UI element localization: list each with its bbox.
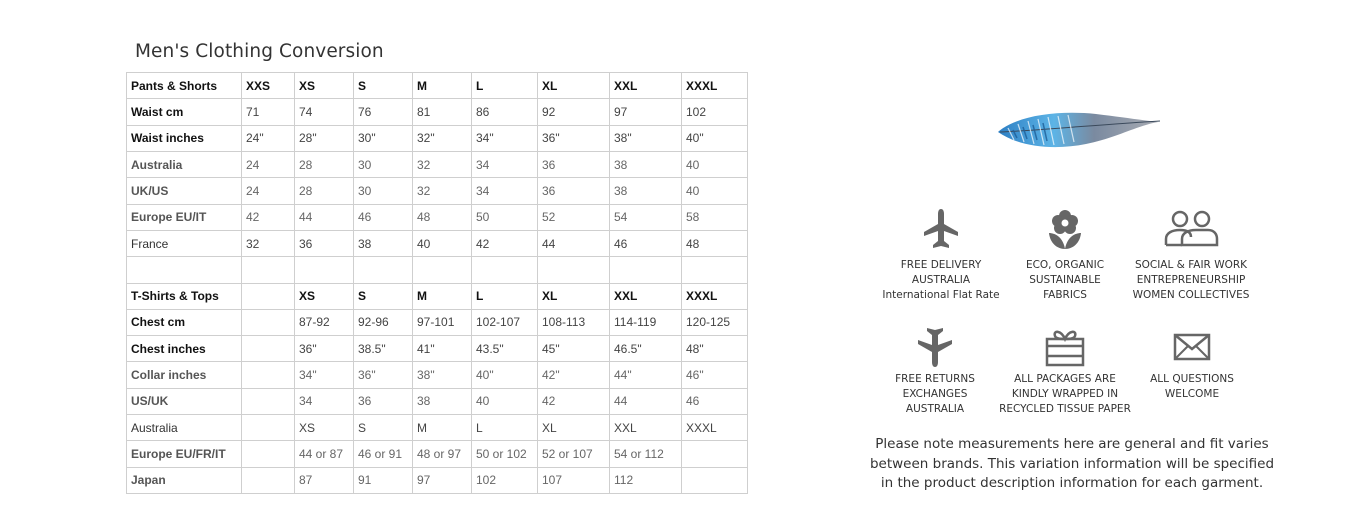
table-cell: 46 (682, 388, 748, 414)
size-conversion-table (126, 72, 748, 494)
size-header-cell: XS (295, 73, 354, 99)
gift-box-icon (1043, 325, 1087, 369)
table-cell: 102-107 (472, 309, 538, 335)
table-row (127, 73, 748, 99)
size-header-cell: M (413, 73, 472, 99)
table-cell: 91 (354, 467, 413, 493)
size-header-cell: XXS (242, 73, 295, 99)
table-cell: 46 or 91 (354, 441, 413, 467)
table-spacer-row (127, 257, 748, 283)
table-cell: 28" (295, 125, 354, 151)
table-cell: 52 or 107 (538, 441, 610, 467)
return-airplane-icon (915, 325, 955, 369)
table-cell: 48" (682, 336, 748, 362)
table-cell: 34 (472, 151, 538, 177)
size-header-cell (242, 283, 295, 309)
table-cell: 58 (682, 204, 748, 230)
table-cell: XXL (610, 415, 682, 441)
table-cell: 38 (354, 230, 413, 256)
table-cell: 44 (295, 204, 354, 230)
size-header-cell: XS (295, 283, 354, 309)
table-cell: 86 (472, 99, 538, 125)
table-cell: 102 (682, 99, 748, 125)
table-row (127, 415, 748, 441)
table-cell: 71 (242, 99, 295, 125)
table-cell (472, 257, 538, 283)
table-cell: 40 (682, 151, 748, 177)
table-cell: 54 or 112 (610, 441, 682, 467)
row-label-cell: Collar inches (127, 362, 242, 388)
airplane-icon (921, 207, 961, 251)
table-cell (682, 257, 748, 283)
table-cell: 28 (295, 151, 354, 177)
feature-free-delivery: FREE DELIVERY AUSTRALIA International Flat Rate (871, 207, 1011, 303)
table-cell: 42 (472, 230, 538, 256)
feature-social-fair-work: SOCIAL & FAIR WORK ENTREPRENEURSHIP WOMEN COLLECTIVES (1121, 207, 1261, 303)
table-cell: 48 (413, 204, 472, 230)
feature-packages-wrapped: ALL PACKAGES ARE KINDLY WRAPPED IN RECYCLED TISSUE PAPER (995, 325, 1135, 417)
row-label-cell: Chest cm (127, 309, 242, 335)
size-header-cell: S (354, 73, 413, 99)
table-cell: 36" (354, 362, 413, 388)
table-cell: 114-119 (610, 309, 682, 335)
table-cell: 46" (682, 362, 748, 388)
table-cell: 92-96 (354, 309, 413, 335)
row-label-cell: Pants & Shorts (127, 73, 242, 99)
table-cell: S (354, 415, 413, 441)
table-cell: 52 (538, 204, 610, 230)
table-cell: 38 (610, 151, 682, 177)
table-cell: 120-125 (682, 309, 748, 335)
table-cell: 108-113 (538, 309, 610, 335)
table-cell (610, 257, 682, 283)
table-cell: 34" (472, 125, 538, 151)
table-cell: 44" (610, 362, 682, 388)
table-row (127, 467, 748, 493)
table-cell: 28 (295, 178, 354, 204)
table-cell: 40 (472, 388, 538, 414)
table-cell (242, 257, 295, 283)
table-cell: 32 (242, 230, 295, 256)
size-header-cell: XXL (610, 283, 682, 309)
table-cell: 44 (538, 230, 610, 256)
table-row (127, 151, 748, 177)
table-cell: XS (295, 415, 354, 441)
table-cell: 38" (413, 362, 472, 388)
table-cell: 38" (610, 125, 682, 151)
table-cell (682, 441, 748, 467)
table-cell: 102 (472, 467, 538, 493)
table-cell (242, 441, 295, 467)
table-cell: 36 (538, 178, 610, 204)
feature-questions-welcome: ALL QUESTIONS WELCOME (1122, 325, 1262, 402)
table-cell: 32 (413, 151, 472, 177)
table-cell (242, 336, 295, 362)
size-header-cell: L (472, 73, 538, 99)
row-label-cell: Japan (127, 467, 242, 493)
table-cell: 24 (242, 151, 295, 177)
table-cell: 54 (610, 204, 682, 230)
table-cell: 112 (610, 467, 682, 493)
table-cell: 92 (538, 99, 610, 125)
table-cell: 46 (610, 230, 682, 256)
size-header-cell: M (413, 283, 472, 309)
table-row (127, 441, 748, 467)
table-cell: 107 (538, 467, 610, 493)
table-cell: 30 (354, 178, 413, 204)
table-cell: 48 or 97 (413, 441, 472, 467)
table-cell (242, 388, 295, 414)
table-cell: 36 (354, 388, 413, 414)
table-cell: 42 (538, 388, 610, 414)
table-cell: 30" (354, 125, 413, 151)
table-row (127, 283, 748, 309)
table-cell: 36 (538, 151, 610, 177)
row-label-cell: Europe EU/IT (127, 204, 242, 230)
table-row (127, 230, 748, 256)
size-header-cell: L (472, 283, 538, 309)
table-cell: 50 (472, 204, 538, 230)
people-icon (1162, 207, 1220, 251)
size-header-cell: XXL (610, 73, 682, 99)
table-cell: 40" (682, 125, 748, 151)
table-cell (413, 257, 472, 283)
table-row (127, 99, 748, 125)
table-cell: 34 (295, 388, 354, 414)
row-label-cell: Australia (127, 415, 242, 441)
table-cell: 46.5" (610, 336, 682, 362)
size-header-cell: XL (538, 73, 610, 99)
table-cell: 40 (682, 178, 748, 204)
envelope-icon (1172, 325, 1212, 369)
table-cell: 38 (413, 388, 472, 414)
table-cell (242, 362, 295, 388)
table-cell: 40" (472, 362, 538, 388)
row-label-cell: Waist inches (127, 125, 242, 151)
feather-logo (996, 108, 1162, 158)
size-header-cell: S (354, 283, 413, 309)
table-cell (242, 309, 295, 335)
feature-free-returns: FREE RETURNS EXCHANGES AUSTRALIA (865, 325, 1005, 417)
table-cell (538, 257, 610, 283)
table-cell: 45" (538, 336, 610, 362)
table-cell: 36" (538, 125, 610, 151)
table-cell: 87-92 (295, 309, 354, 335)
table-cell (354, 257, 413, 283)
table-cell: 36 (295, 230, 354, 256)
table-cell: 43.5" (472, 336, 538, 362)
table-cell: 34 (472, 178, 538, 204)
table-row (127, 388, 748, 414)
table-row (127, 204, 748, 230)
page-title: Men's Clothing Conversion (135, 41, 384, 62)
table-cell: 24 (242, 178, 295, 204)
table-cell: 44 (610, 388, 682, 414)
table-cell: 32 (413, 178, 472, 204)
table-cell: 76 (354, 99, 413, 125)
table-cell: 42" (538, 362, 610, 388)
table-cell: M (413, 415, 472, 441)
table-cell: L (472, 415, 538, 441)
table-cell: 36" (295, 336, 354, 362)
table-cell: 87 (295, 467, 354, 493)
size-header-cell: XL (538, 283, 610, 309)
row-label-cell: T-Shirts & Tops (127, 283, 242, 309)
row-label-cell: Waist cm (127, 99, 242, 125)
row-label-cell: France (127, 230, 242, 256)
table-cell: 30 (354, 151, 413, 177)
table-cell: XXXL (682, 415, 748, 441)
table-cell (682, 467, 748, 493)
table-cell: 41" (413, 336, 472, 362)
table-row (127, 125, 748, 151)
row-label-cell: UK/US (127, 178, 242, 204)
table-row (127, 309, 748, 335)
table-cell (242, 415, 295, 441)
row-label-cell: Australia (127, 151, 242, 177)
row-label-cell: US/UK (127, 388, 242, 414)
table-cell: 42 (242, 204, 295, 230)
table-cell (242, 467, 295, 493)
table-cell: 34" (295, 362, 354, 388)
size-header-cell: XXXL (682, 283, 748, 309)
row-label-cell (127, 257, 242, 283)
size-header-cell: XXXL (682, 73, 748, 99)
table-row (127, 336, 748, 362)
feature-eco-organic: ECO, ORGANIC SUSTAINABLE FABRICS (995, 207, 1135, 303)
table-cell: 48 (682, 230, 748, 256)
table-cell: 40 (413, 230, 472, 256)
table-cell: 46 (354, 204, 413, 230)
row-label-cell: Chest inches (127, 336, 242, 362)
table-cell: 97-101 (413, 309, 472, 335)
table-cell (295, 257, 354, 283)
table-cell: 74 (295, 99, 354, 125)
table-cell: 97 (610, 99, 682, 125)
measurement-note: Please note measurements here are general and fit varies between brands. This variation information will be specified in the product description information for each garment. (869, 436, 1275, 491)
table-cell: 97 (413, 467, 472, 493)
table-cell: 38 (610, 178, 682, 204)
table-cell: XL (538, 415, 610, 441)
table-cell: 81 (413, 99, 472, 125)
flower-icon (1045, 207, 1085, 251)
table-cell: 24" (242, 125, 295, 151)
row-label-cell: Europe EU/FR/IT (127, 441, 242, 467)
table-cell: 32" (413, 125, 472, 151)
table-row (127, 362, 748, 388)
table-cell: 38.5" (354, 336, 413, 362)
table-cell: 50 or 102 (472, 441, 538, 467)
table-row (127, 178, 748, 204)
table-cell: 44 or 87 (295, 441, 354, 467)
